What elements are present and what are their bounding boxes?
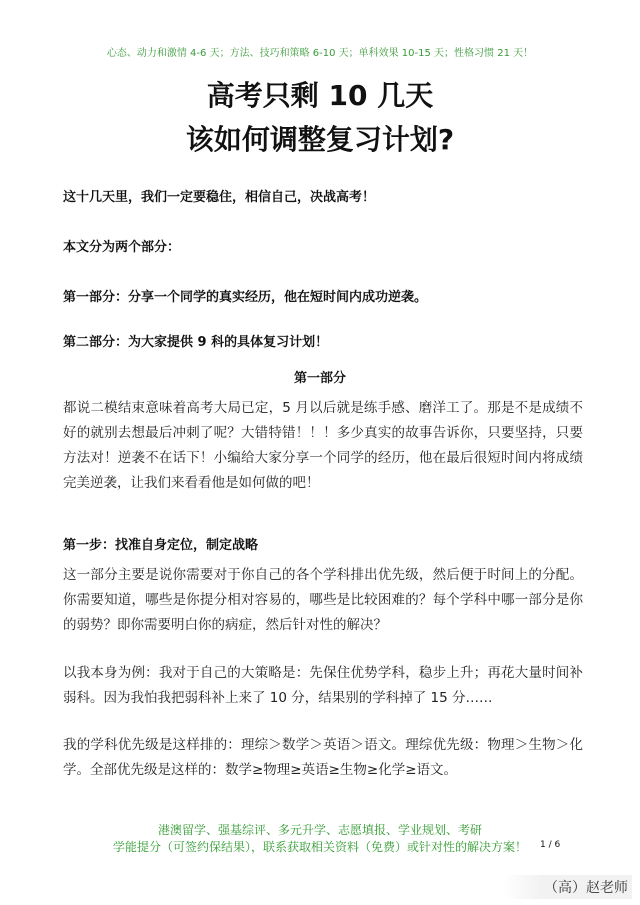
page-title-line2: 该如何调整复习计划? [185,123,455,156]
section-heading: 第一部分 [293,371,346,386]
paragraph: 以我本身为例：我对于自己的大策略是：先保住优势学科，稳步上升；再花大量时间补弱科。因为我怕我把弱科补上来了 10 分，结果别的学科掉了 15 分…… [63,665,583,706]
intro-line: 第一部分：分享一个同学的真实经历，他在短时间内成功逆袭。 [63,290,428,305]
paragraph: 这一部分主要是说你需要对于你自己的各个学科排出优先级，然后便于时间上的分配。你需要知道，哪些是你提分相对容易的，哪些是比较困难的？每个学科中哪一部分是你的弱势？即你需要明白你的病症，然后针对性的解决？ [63,567,583,633]
paragraph: 都说二模结束意味着高考大局已定，5 月以后就是练手感、磨洋工了。那是不是成绩不好的就别去想最后冲刺了呢？大错特错！！！多少真实的故事告诉你，只要坚持，只要方法对！逆袭不在话下！小编给大家分享一个同学的经历，他在最后很短时间内将成绩完美逆袭，让我们来看看他是如何做的吧！ [63,400,583,491]
paragraph: 我的学科优先级是这样排的：理综＞数学＞英语＞语文。理综优先级：物理＞生物＞化学。全部优先级是这样的：数学≥物理≥英语≥生物≥化学≥语文。 [63,737,583,778]
step-heading: 第一步：找准自身定位，制定战略 [63,538,259,553]
footer-services: 港澳留学、强基综评、多元升学、志愿填报、学业规划、考研 [157,823,482,837]
intro-line: 本文分为两个部分： [63,240,181,255]
intro-line: 这十几天里，我们一定要稳住，相信自己，决战高考！ [63,190,376,205]
page-title-line1: 高考只剩 10 几天 [206,79,434,112]
watermark: （高）赵老师 [504,875,632,899]
header-tagline: 心态、动力和激情 4-6 天；方法、技巧和策略 6-10 天；单科效果 10-15 天；性格习惯 21 天！ [106,48,534,59]
footer-contact: 学能提分（可签约保结果），联系获取相关资料（免费）或针对性的解决方案！ [112,840,527,854]
page-number: 1 / 6 [540,840,561,850]
intro-line: 第二部分：为大家提供 9 科的具体复习计划！ [63,335,329,350]
